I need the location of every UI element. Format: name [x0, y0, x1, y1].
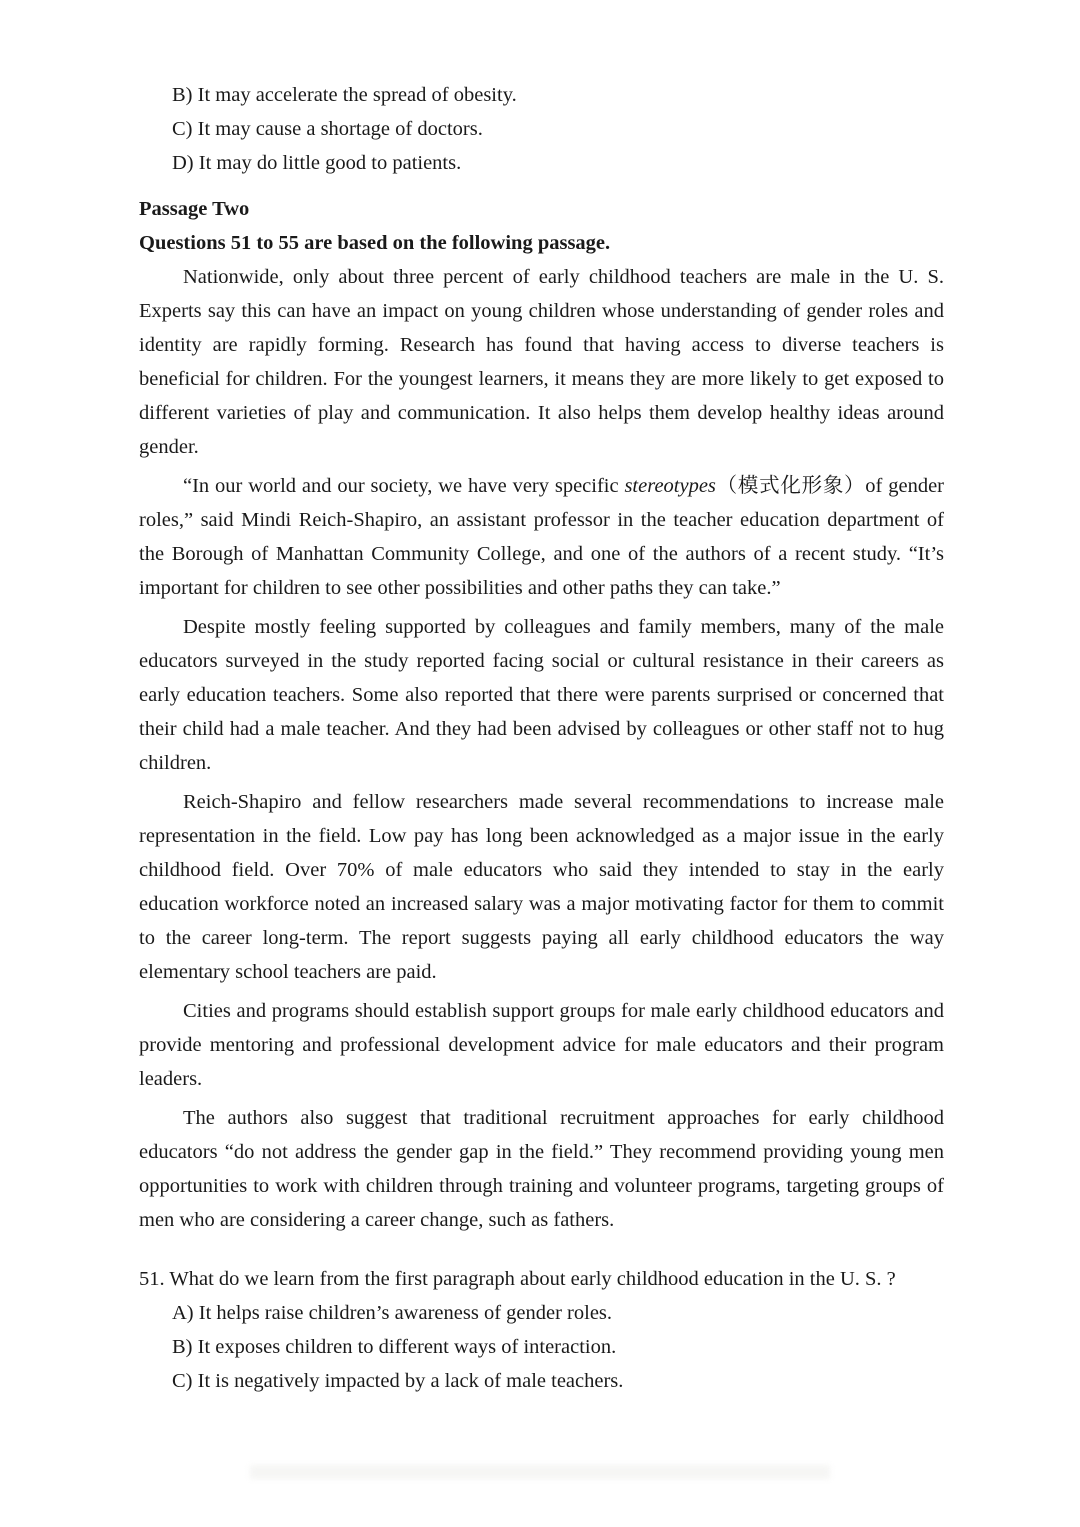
paragraph-4: Reich-Shapiro and fellow researchers made several recommendations to increase male representation in the field. Low pay has long been acknowledged as a major issue in the early childhood field. Over 70% of male educators who said they intended to stay in the early education workforce noted an increased salary was a major motivating factor for them to commit to the career long-term. The report suggests paying all early childhood educators the way elementary school teachers are paid.: [139, 791, 944, 983]
paragraph-2-post: of gender roles,” said Mindi Reich-Shapiro, an assistant professor in the teacher education department of the Borough of Manhattan Community College, and one of the authors of a recent study. “It’s important for children to see other possibilities and other paths they can take.”: [139, 475, 944, 599]
passage-instruction: Questions 51 to 55 are based on the following passage.: [139, 232, 611, 254]
chinese-gloss: （模式化形象）: [715, 475, 866, 497]
stereotypes-term: stereotypes: [624, 475, 716, 497]
paragraph-2-pre: “In our world and our society, we have very specific: [183, 475, 625, 497]
paragraph-3: Despite mostly feeling supported by colleagues and family members, many of the male educators surveyed in the study reported facing social or cultural resistance in their careers as early education teachers. Some also reported that there were parents surprised or concerned that their child had a male teacher. And they had been advised by colleagues or other staff not to hug children.: [139, 616, 944, 774]
document-page: [139, 78, 944, 1398]
faint-watermark: [250, 1465, 830, 1479]
passage-title: Passage Two: [139, 198, 250, 220]
paragraph-6: The authors also suggest that traditional recruitment approaches for early childhood educators “do not address the gender gap in the field.” They recommend providing young men opportunities to work with children through training and volunteer programs, targeting groups of men who are considering a career change, such as fathers.: [139, 1107, 944, 1231]
prev-option-b: B) It may accelerate the spread of obesity.: [172, 84, 517, 106]
prev-option-d: D) It may do little good to patients.: [172, 152, 462, 174]
question-51-stem: 51. What do we learn from the first paragraph about early childhood education in the U. S. ?: [139, 1268, 896, 1290]
q51-option-c: C) It is negatively impacted by a lack of male teachers.: [172, 1370, 624, 1392]
paragraph-1: Nationwide, only about three percent of early childhood teachers are male in the U. S. Experts say this can have an impact on young children whose understanding of gender roles and identity are rapidly forming. Research has found that having access to diverse teachers is beneficial for children. For the youngest learners, it means they are more likely to get exposed to different varieties of play and communication. It also helps them develop healthy ideas around gender.: [139, 266, 944, 458]
paragraph-5: Cities and programs should establish support groups for male early childhood educators and provide mentoring and professional development advice for male educators and their program leaders.: [139, 1000, 944, 1090]
q51-option-a: A) It helps raise children’s awareness of gender roles.: [172, 1302, 613, 1324]
paragraph-2: [139, 469, 944, 605]
prev-option-c: C) It may cause a shortage of doctors.: [172, 118, 483, 140]
q51-option-b: B) It exposes children to different ways of interaction.: [172, 1336, 617, 1358]
